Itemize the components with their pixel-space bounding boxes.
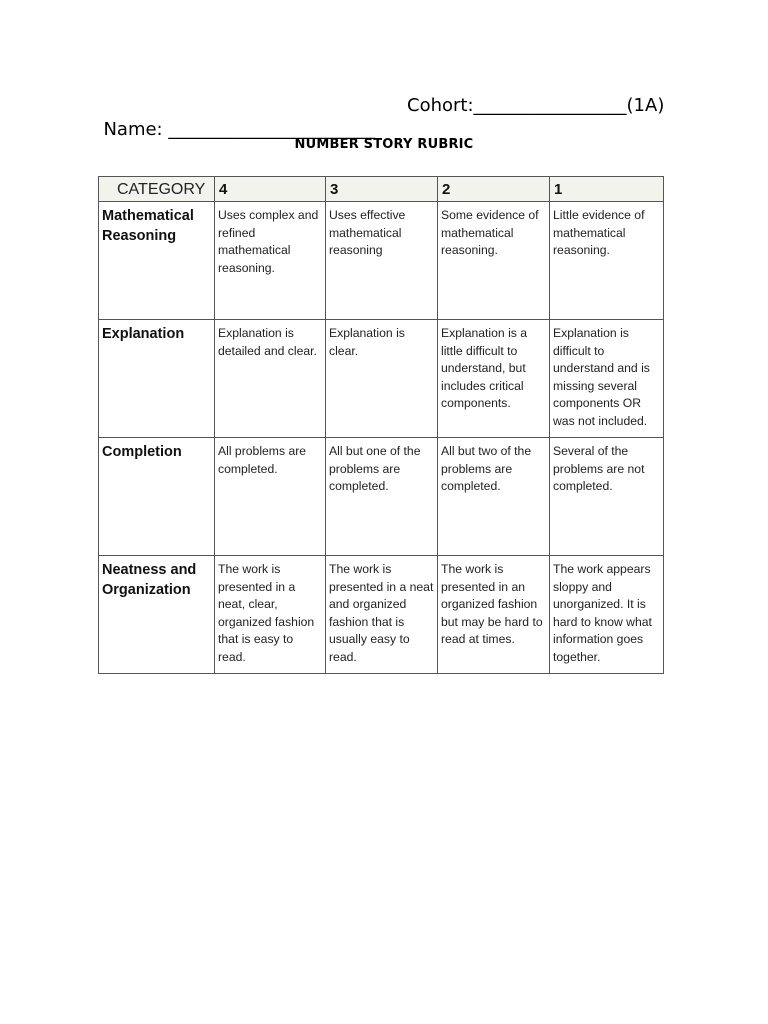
rubric-cell: Explanation is difficult to understand and is missing several components OR was not included.	[550, 320, 664, 438]
rubric-cell: The work appears sloppy and unorganized. It is hard to know what information goes together.	[550, 556, 664, 674]
name-field-label: Name: _______________________	[103, 119, 376, 140]
rubric-cell: Little evidence of mathematical reasoning.	[550, 202, 664, 320]
column-header-score-1: 1	[550, 177, 664, 202]
rubric-cell: All problems are completed.	[215, 438, 326, 556]
page-title: NUMBER STORY RUBRIC	[294, 137, 474, 152]
rubric-cell: The work is presented in an organized fashion but may be hard to read at times.	[438, 556, 550, 674]
rubric-row-mathematical-reasoning	[99, 202, 664, 320]
rubric-cell: Explanation is a little difficult to understand, but includes critical components.	[438, 320, 550, 438]
rubric-cell: Uses effective mathematical reasoning	[326, 202, 438, 320]
row-category-label: Explanation	[99, 320, 215, 438]
rubric-cell: Explanation is clear.	[326, 320, 438, 438]
rubric-header-row	[99, 177, 664, 202]
rubric-row-explanation	[99, 320, 664, 438]
column-header-score-3: 3	[326, 177, 438, 202]
rubric-cell: The work is presented in a neat, clear, organized fashion that is easy to read.	[215, 556, 326, 674]
rubric-cell: Uses complex and refined mathematical reasoning.	[215, 202, 326, 320]
column-header-category: CATEGORY	[99, 177, 215, 202]
rubric-cell: All but one of the problems are completed.	[326, 438, 438, 556]
row-category-label: Mathematical Reasoning	[99, 202, 215, 320]
rubric-cell: Several of the problems are not completed.	[550, 438, 664, 556]
rubric-cell: The work is presented in a neat and organized fashion that is usually easy to read.	[326, 556, 438, 674]
header-line	[92, 94, 692, 166]
row-category-label: Completion	[99, 438, 215, 556]
rubric-cell: Explanation is detailed and clear.	[215, 320, 326, 438]
rubric-row-completion	[99, 438, 664, 556]
rubric-cell: Some evidence of mathematical reasoning.	[438, 202, 550, 320]
cohort-field-label: Cohort:_________________(1A)	[407, 95, 665, 116]
rubric-row-neatness-and-organization	[99, 556, 664, 674]
rubric-cell: All but two of the problems are completed.	[438, 438, 550, 556]
column-header-score-4: 4	[215, 177, 326, 202]
rubric-table	[98, 176, 664, 674]
row-category-label: Neatness and Organization	[99, 556, 215, 674]
column-header-score-2: 2	[438, 177, 550, 202]
